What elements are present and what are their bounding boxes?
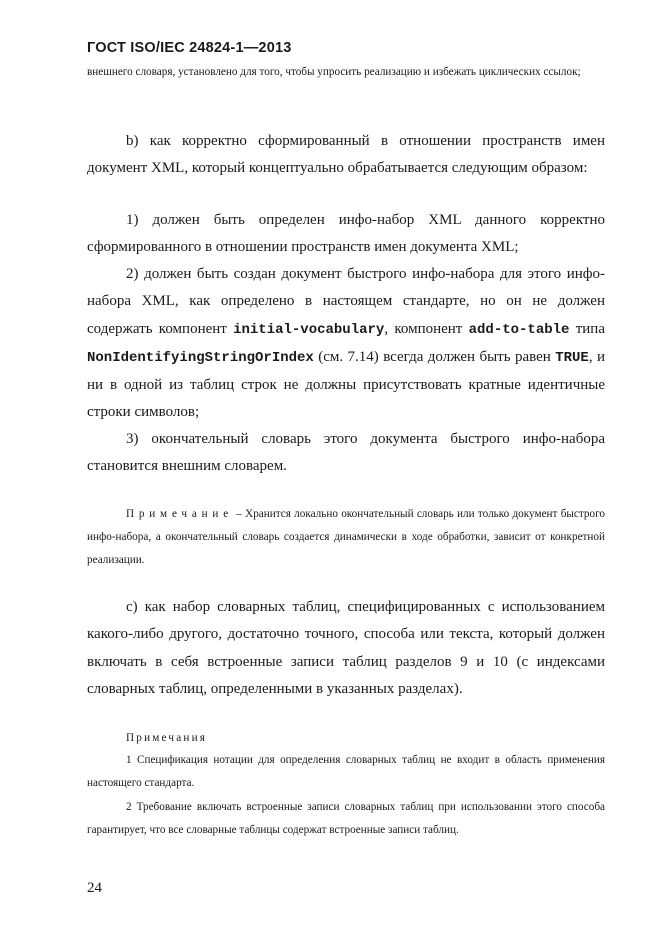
sub2-part1: 2) должен быть создан документ быстрого инфо-набора для этого инфо-набора XML, как определено в настоящем стандарте, но он не должен содержать компонент xyxy=(87,266,605,337)
intro-paragraph: внешнего словаря, установлено для того, чтобы упросить реализацию и избежать циклических ссылок; xyxy=(87,66,581,78)
sub2-part2: , компонент xyxy=(384,320,469,337)
code-true: TRUE xyxy=(555,349,589,366)
notes-label: Примечания xyxy=(126,732,208,744)
note-2-item-1: 1 Спецификация нотации для определения словарных таблиц не входит в область применения настоящего стандарта. xyxy=(87,754,605,789)
page-number: 24 xyxy=(87,880,102,896)
item-c-paragraph: c) как набор словарных таблиц, специфицированных с использованием какого-либо другого, достаточно точного, способа или текста, который должен включать в себя встроенные записи таблиц разделов 9 и 10 (с индексами словарных таблиц, определенными в указанных разделах). xyxy=(87,599,605,697)
note-2-item-2: 2 Требование включать встроенные записи словарных таблиц при использовании этого способа гарантирует, что все словарные таблицы содержат встроенные записи таблиц. xyxy=(87,801,605,836)
item-b-sub1: 1) должен быть определен инфо-набор XML данного корректно сформированного в отношении пространств имен документа XML; xyxy=(87,212,605,256)
item-b-intro: b) как корректно сформированный в отношении пространств имен документ XML, который концептуально обрабатывается следующим образом: xyxy=(87,133,605,177)
note-1-text: – Хранится локально окончательный словарь или только документ быстрого инфо-набора, а окончательный словарь создается динамически в ходе обработки, зависит от конкретной реализации. xyxy=(87,508,605,566)
item-b-sub3: 3) окончательный словарь этого документа быстрого инфо-набора становится внешним словарем. xyxy=(87,431,605,475)
code-initial-vocabulary: initial-vocabulary xyxy=(233,321,385,338)
code-nonidentifying-string: NonIdentifyingStringOrIndex xyxy=(87,349,314,366)
sub2-part4: (см. 7.14) всегда должен быть равен xyxy=(313,348,556,365)
note-1 xyxy=(87,503,605,572)
sub2-part3: типа xyxy=(569,320,605,337)
code-add-to-table: add-to-table xyxy=(468,321,570,338)
item-b-sub2 xyxy=(87,261,605,427)
sub2-part5: , и ни в одной из таблиц строк не должны присутствовать кратные идентичные строки символов; xyxy=(87,348,605,421)
document-header: ГОСТ ISO/IEC 24824-1—2013 xyxy=(87,40,292,56)
note-1-label: Примечание xyxy=(126,508,233,520)
